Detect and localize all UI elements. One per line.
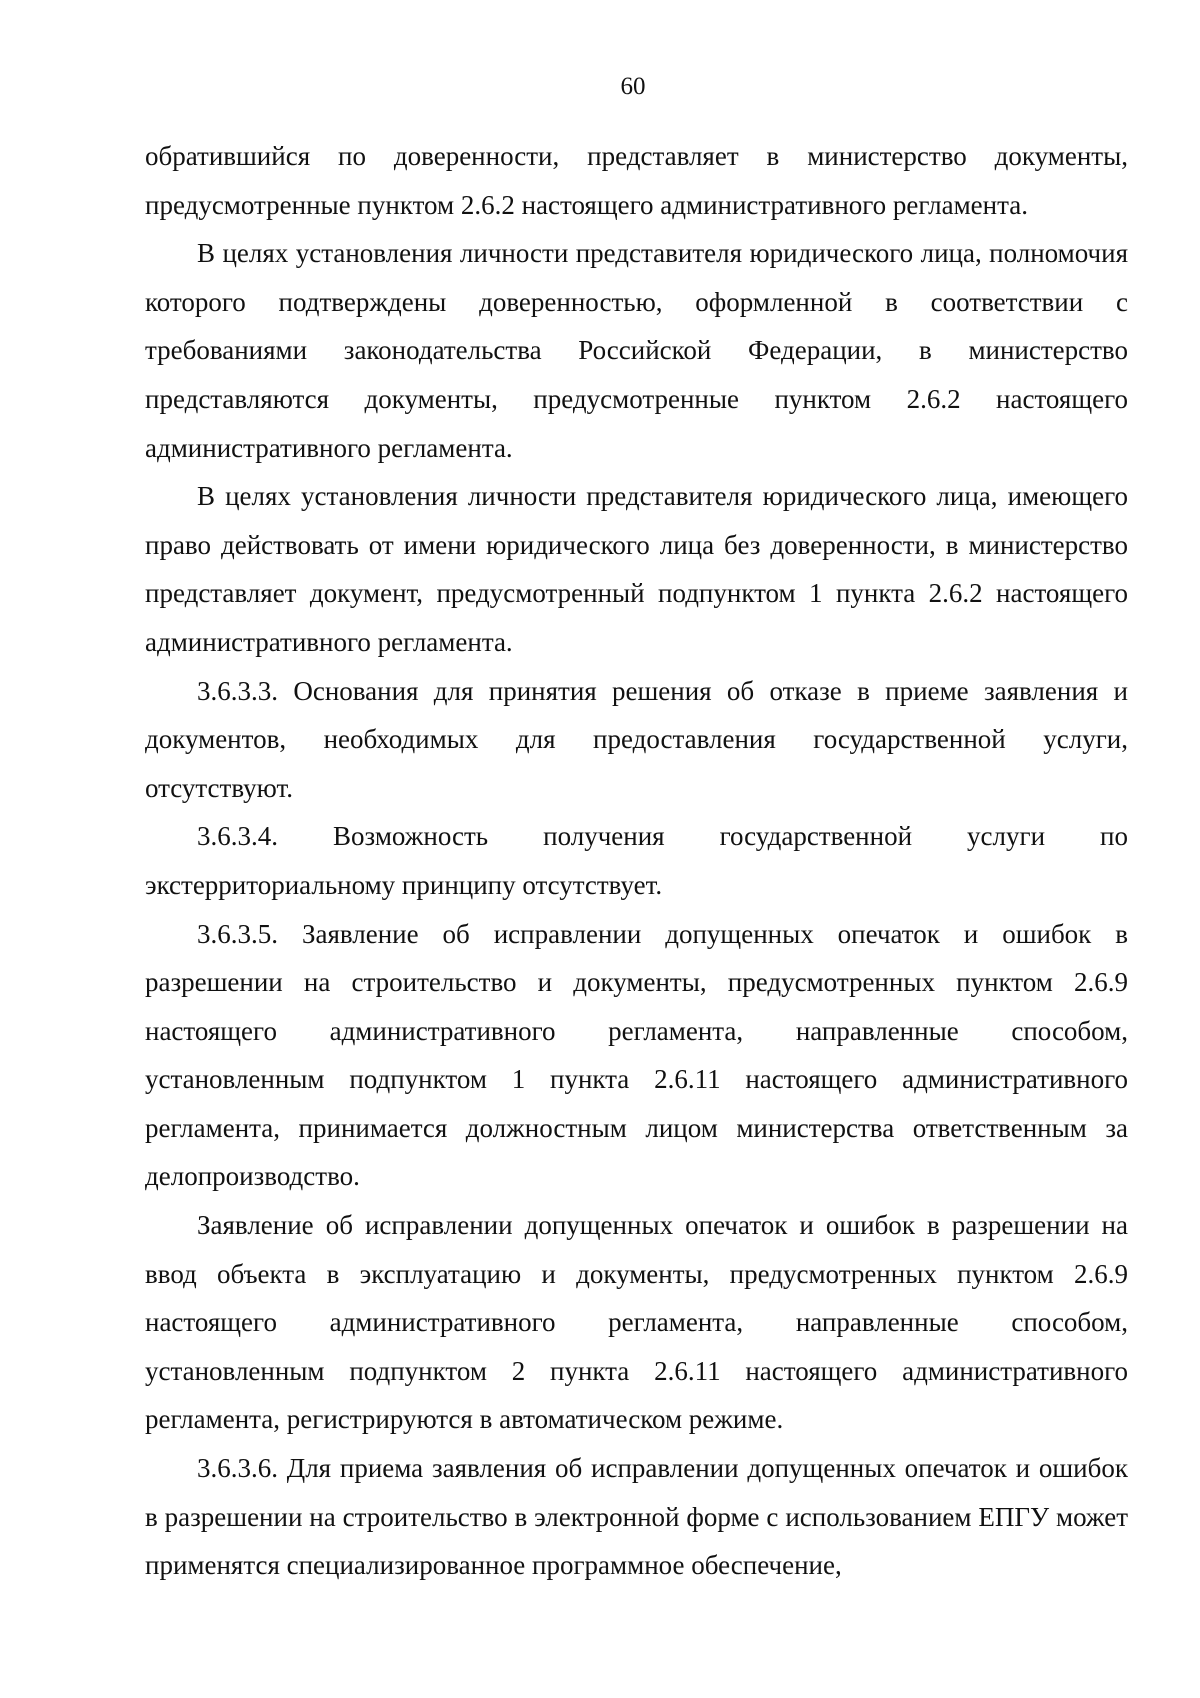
paragraph-representative-without-proxy: В целях установления личности представителя юридического лица, имеющего право действовать от имени юридического лица без доверенности, в министерство представляет документ, предусмотренный подпунктом 1 пункта 2.6.2 настоящего административного регламента. — [145, 481, 1128, 657]
paragraph-representative-by-proxy: В целях установления личности представителя юридического лица, полномочия которого подтверждены доверенностью, оформленной в соответствии с требованиями законодательства Российской Федерации, в министерство представляются документы, предусмотренные пунктом 2.6.2 настоящего административного регламента. — [145, 238, 1128, 463]
paragraph-continuation: обратившийся по доверенности, представляет в министерство документы, предусмотренные пунктом 2.6.2 настоящего административного регламента. — [145, 141, 1128, 220]
paragraph-3-6-3-3: 3.6.3.3. Основания для принятия решения об отказе в приеме заявления и документов, необходимых для предоставления государственной услуги, отсутствуют. — [145, 675, 1128, 803]
document-body — [145, 132, 1128, 1590]
paragraph-3-6-3-6: 3.6.3.6. Для приема заявления об исправлении допущенных опечаток и ошибок в разрешении на строительство в электронной форме с использованием ЕПГУ может применятся специализированное программное обеспечение, — [145, 1453, 1128, 1581]
paragraph-3-6-3-4: 3.6.3.4. Возможность получения государственной услуги по экстерриториальному принципу отсутствует. — [145, 821, 1128, 900]
page-number: 60 — [620, 73, 646, 100]
paragraph-commissioning-correction: Заявление об исправлении допущенных опечаток и ошибок в разрешении на ввод объекта в эксплуатацию и документы, предусмотренных пунктом 2.6.9 настоящего административного регламента, направленные способом, установленным подпунктом 2 пункта 2.6.11 настоящего административного регламента, регистрируются в автоматическом режиме. — [145, 1210, 1128, 1435]
paragraph-3-6-3-5: 3.6.3.5. Заявление об исправлении допущенных опечаток и ошибок в разрешении на строительство и документы, предусмотренных пунктом 2.6.9 настоящего административного регламента, направленные способом, установленным подпунктом 1 пункта 2.6.11 настоящего административного регламента, принимается должностным лицом министерства ответственным за делопроизводство. — [145, 918, 1128, 1192]
